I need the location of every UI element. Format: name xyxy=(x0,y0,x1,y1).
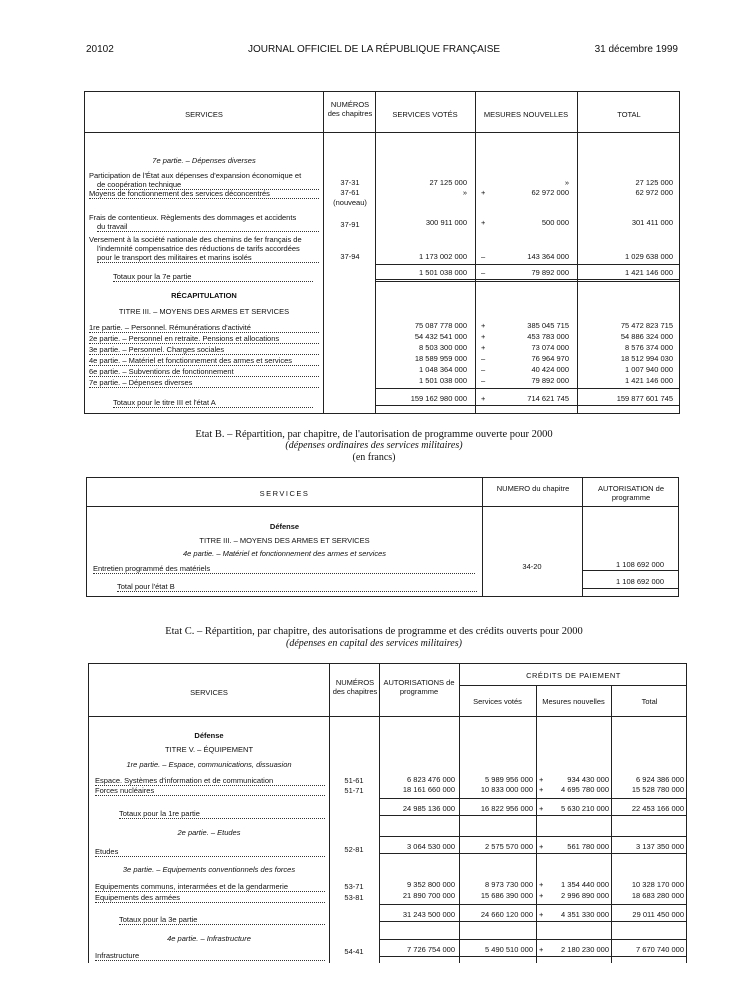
total-value: 27 125 000 xyxy=(635,178,673,187)
sign: + xyxy=(539,910,544,919)
col-header-numeros: NUMÉROS des chapitres xyxy=(327,100,373,118)
sign: + xyxy=(539,945,544,954)
sign: + xyxy=(481,394,486,403)
mesures-value: » xyxy=(564,178,569,187)
col-header-services: SERVICES xyxy=(259,489,310,498)
sign: – xyxy=(481,354,486,363)
recap-row-label: 3e partie. – Personnel. Charges sociales xyxy=(89,345,319,355)
sign: + xyxy=(481,188,486,197)
services-votes-value: 8 973 730 000 xyxy=(485,880,533,889)
etat-b-unit: (en francs) xyxy=(352,452,396,463)
mesures-value: 453 783 000 xyxy=(527,332,569,341)
part-title: 2e partie. – Etudes xyxy=(177,828,241,837)
total-value: 18 683 280 000 xyxy=(631,891,684,900)
services-votes-value: 1 173 002 000 xyxy=(419,252,467,261)
titre-heading: TITRE V. – ÉQUIPEMENT xyxy=(164,745,254,754)
recap-row-label: 4e partie. – Matériel et fonctionnement des armes et services xyxy=(89,356,319,366)
sign: + xyxy=(481,218,486,227)
sign: + xyxy=(481,321,486,330)
sign: + xyxy=(539,804,544,813)
recap-title: RÉCAPITULATION xyxy=(171,291,237,300)
mesures-value: 79 892 000 xyxy=(531,268,569,277)
defense-heading: Défense xyxy=(269,522,300,531)
sign: – xyxy=(481,376,486,385)
col-header-autorisations: AUTORISATIONS de programme xyxy=(383,678,455,696)
mesures-value: 73 074 000 xyxy=(531,343,569,352)
autorisation-value: 21 890 700 000 xyxy=(402,891,455,900)
total-value: 159 877 601 745 xyxy=(616,394,673,403)
services-votes-value: 8 503 300 000 xyxy=(419,343,467,352)
mesures-value: 4 695 780 000 xyxy=(561,785,609,794)
total-value: 7 670 740 000 xyxy=(636,945,684,954)
total-value: 8 576 374 000 xyxy=(625,343,673,352)
row-label: Participation de l'État aux dépenses d'expansion économique et xyxy=(89,171,302,180)
part-title: 7e partie. – Dépenses diverses xyxy=(152,156,256,165)
sign: – xyxy=(481,365,486,374)
part-title: 1re partie. – Espace, communications, dissuasion xyxy=(126,760,292,769)
total-value: 75 472 823 715 xyxy=(620,321,673,330)
autorisation-value: 31 243 500 000 xyxy=(402,910,455,919)
mesures-value: 2 996 890 000 xyxy=(561,891,609,900)
services-votes-value: 2 575 570 000 xyxy=(485,842,533,851)
total-value: 1 421 146 000 xyxy=(625,376,673,385)
etat-a-table xyxy=(84,91,680,414)
services-votes-value: 75 087 778 000 xyxy=(414,321,467,330)
row-label: Etudes xyxy=(95,847,325,857)
services-votes-value: 18 589 959 000 xyxy=(414,354,467,363)
mesures-value: 500 000 xyxy=(541,218,569,227)
mesures-value: 5 630 210 000 xyxy=(561,804,609,813)
sign: + xyxy=(539,785,544,794)
row-label: Equipements des armées xyxy=(95,893,325,903)
row-label: l'indemnité compensatrice des réductions de tarifs accordées xyxy=(97,244,300,253)
col-header-total: TOTAL xyxy=(617,110,641,119)
mesures-value: 76 964 970 xyxy=(531,354,569,363)
chapter-number: 51-61 xyxy=(344,776,364,785)
services-votes-value: 27 125 000 xyxy=(429,178,467,187)
mesures-value: 79 892 000 xyxy=(531,376,569,385)
sign: + xyxy=(539,880,544,889)
total-label: Totaux pour la 7e partie xyxy=(113,272,313,282)
services-votes-value: 54 432 541 000 xyxy=(414,332,467,341)
autorisation-value: 18 161 660 000 xyxy=(402,785,455,794)
mesures-value: 385 045 715 xyxy=(527,321,569,330)
services-votes-value: 1 501 038 000 xyxy=(419,268,467,277)
publication-date: 31 décembre 1999 xyxy=(594,44,678,55)
col-header-services: SERVICES xyxy=(185,110,223,119)
row-label: Versement à la société nationale des chemins de fer français de xyxy=(89,235,302,244)
recap-row-label: 7e partie. – Dépenses diverses xyxy=(89,378,319,388)
row-label: Infrastructure xyxy=(95,951,325,961)
total-value: 10 328 170 000 xyxy=(631,880,684,889)
total-label: Totaux pour la 3e partie xyxy=(119,915,325,925)
services-votes-value: 159 162 980 000 xyxy=(410,394,467,403)
total-label: Totaux pour le titre III et l'état A xyxy=(113,398,313,408)
sign: + xyxy=(539,775,544,784)
col-header-credits: CRÉDITS DE PAIEMENT xyxy=(526,671,621,680)
defense-heading: Défense xyxy=(194,731,224,740)
chapter-number: 37-91 xyxy=(340,220,360,229)
services-votes-value: 1 501 038 000 xyxy=(419,376,467,385)
journal-title: JOURNAL OFFICIEL DE LA RÉPUBLIQUE FRANÇAISE xyxy=(247,44,501,55)
titre-heading: TITRE III. – MOYENS DES ARMES ET SERVICES xyxy=(199,536,370,545)
row-label: Equipements communs, interarmées et de la gendarmerie xyxy=(95,882,325,892)
services-votes-value: 5 989 956 000 xyxy=(485,775,533,784)
chapter-note: (nouveau) xyxy=(333,198,367,207)
mesures-value: 1 354 440 000 xyxy=(561,880,609,889)
autorisation-value: 9 352 800 000 xyxy=(407,880,455,889)
etat-b-table xyxy=(86,477,679,597)
col-header-mesures: MESURES NOUVELLES xyxy=(483,110,569,119)
chapter-number: 37-94 xyxy=(340,252,360,261)
row-label: Moyens de fonctionnement des services déconcentrés xyxy=(89,189,319,199)
chapter-number: 34-20 xyxy=(522,562,542,571)
recap-row-label: 2e partie. – Personnel en retraite. Pensions et allocations xyxy=(89,334,319,344)
page-number: 20102 xyxy=(86,44,114,55)
col-header-autorisation: AUTORISATION de programme xyxy=(598,484,664,502)
chapter-number: 53-71 xyxy=(344,882,364,891)
part-title: 3e partie. – Equipements conventionnels des forces xyxy=(122,865,296,874)
recap-row-label: 6e partie. – Subventions de fonctionnement xyxy=(89,367,319,377)
mesures-value: 2 180 230 000 xyxy=(561,945,609,954)
autorisation-value: 3 064 530 000 xyxy=(407,842,455,851)
col-header-votes: SERVICES VOTÉS xyxy=(392,110,458,119)
autorisation-value: 24 985 136 000 xyxy=(402,804,455,813)
sign: + xyxy=(539,891,544,900)
row-label: Espace. Systèmes d'information et de communication xyxy=(95,776,325,786)
part-title: 4e partie. – Infrastructure xyxy=(167,934,251,943)
total-value: 18 512 994 030 xyxy=(620,354,673,363)
recap-row-label: 1re partie. – Personnel. Rémunérations d'activité xyxy=(89,323,319,333)
row-label: Frais de contentieux. Règlements des dommages et accidents xyxy=(89,213,297,222)
etat-b-title: Etat B. – Répartition, par chapitre, de l'autorisation de programme ouverte pour 2000 xyxy=(195,429,553,440)
total-value: 15 528 780 000 xyxy=(631,785,684,794)
etat-c-table xyxy=(88,663,687,963)
col-header-numeros: NUMÉROS des chapitres xyxy=(332,678,378,696)
row-label: du travail xyxy=(97,222,319,232)
etat-b-subtitle: (dépenses ordinaires des services militaires) xyxy=(285,440,463,451)
mesures-value: 714 621 745 xyxy=(527,394,569,403)
etat-c-subtitle: (dépenses en capital des services militaires) xyxy=(286,638,462,649)
row-label: Forces nucléaires xyxy=(95,786,325,796)
chapter-number: 54-41 xyxy=(344,947,364,956)
chapter-number: 51-71 xyxy=(344,786,364,795)
services-votes-value: 15 686 390 000 xyxy=(480,891,533,900)
mesures-value: 4 351 330 000 xyxy=(561,910,609,919)
chapter-number: 52-81 xyxy=(344,845,364,854)
sign: + xyxy=(539,842,544,851)
mesures-value: 143 364 000 xyxy=(527,252,569,261)
row-label: pour le transport des militaires et marins isolés xyxy=(97,253,319,263)
total-value: 301 411 000 xyxy=(631,218,673,227)
mesures-value: 561 780 000 xyxy=(567,842,609,851)
chapter-number: 53-81 xyxy=(344,893,364,902)
col-header-total: Total xyxy=(641,697,658,706)
autorisation-value: 1 108 692 000 xyxy=(616,560,664,569)
total-label: Totaux pour la 1re partie xyxy=(119,809,325,819)
total-value: 62 972 000 xyxy=(635,188,673,197)
services-votes-value: 10 833 000 000 xyxy=(480,785,533,794)
autorisation-total: 1 108 692 000 xyxy=(616,577,664,586)
chapter-number: 37-61 xyxy=(340,188,360,197)
mesures-value: 62 972 000 xyxy=(531,188,569,197)
col-header-services: SERVICES xyxy=(190,688,228,697)
autorisation-value: 6 823 476 000 xyxy=(407,775,455,784)
autorisation-value: 7 726 754 000 xyxy=(407,945,455,954)
chapter-number: 37-31 xyxy=(340,178,360,187)
col-header-mesures: Mesures nouvelles xyxy=(542,697,605,706)
col-header-numero: NUMERO du chapitre xyxy=(496,484,570,493)
mesures-value: 40 424 000 xyxy=(531,365,569,374)
mesures-value: 934 430 000 xyxy=(567,775,609,784)
row-label: de coopération technique xyxy=(97,180,319,190)
sign: – xyxy=(481,252,486,261)
total-value: 29 011 450 000 xyxy=(632,910,684,919)
services-votes-value: 16 822 956 000 xyxy=(480,804,533,813)
services-votes-value: 5 490 510 000 xyxy=(485,945,533,954)
total-value: 6 924 386 000 xyxy=(636,775,684,784)
total-value: 1 029 638 000 xyxy=(625,252,673,261)
row-label: Entretien programmé des matériels xyxy=(93,564,475,574)
total-value: 3 137 350 000 xyxy=(636,842,684,851)
part-title: 4e partie. – Matériel et fonctionnement des armes et services xyxy=(182,549,387,558)
total-value: 22 453 166 000 xyxy=(631,804,684,813)
etat-c-title: Etat C. – Répartition, par chapitre, des autorisations de programme et des crédits ouverts pour 2000 xyxy=(165,626,583,637)
services-votes-value: » xyxy=(462,188,467,197)
total-label: Total pour l'état B xyxy=(117,582,477,592)
col-header-votes: Services votés xyxy=(473,697,522,706)
total-value: 1 421 146 000 xyxy=(625,268,673,277)
services-votes-value: 24 660 120 000 xyxy=(480,910,533,919)
services-votes-value: 1 048 364 000 xyxy=(419,365,467,374)
sign: + xyxy=(481,332,486,341)
total-value: 54 886 324 000 xyxy=(620,332,673,341)
sign: – xyxy=(481,268,486,277)
total-value: 1 007 940 000 xyxy=(625,365,673,374)
services-votes-value: 300 911 000 xyxy=(425,218,467,227)
titre-heading: TITRE III. – MOYENS DES ARMES ET SERVICES xyxy=(118,307,290,316)
sign: + xyxy=(481,343,486,352)
